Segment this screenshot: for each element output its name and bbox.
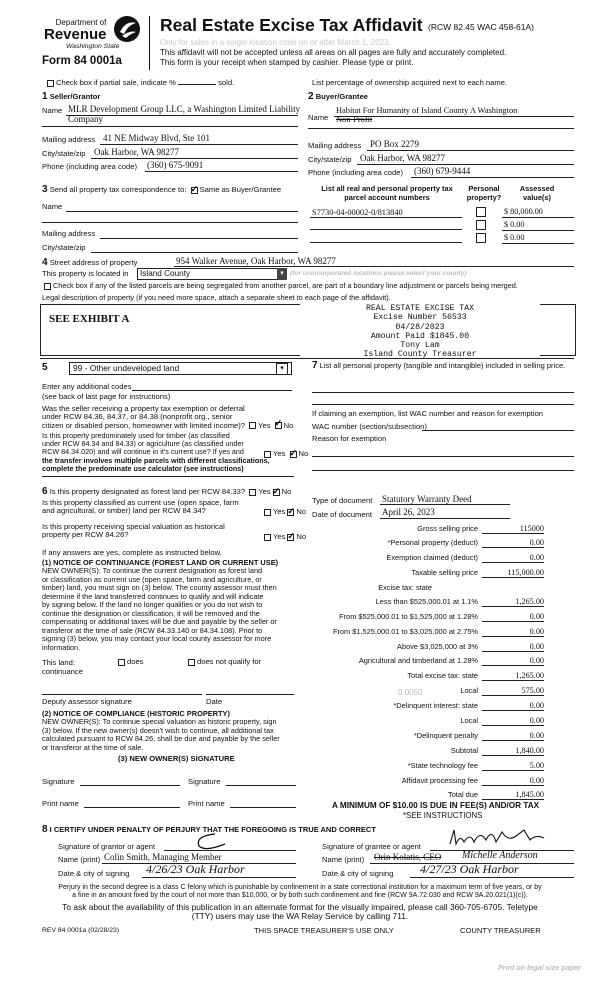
- sec3-city-label: City/state/zip: [42, 243, 86, 252]
- this-land-label: This land:: [42, 658, 75, 667]
- owner-print-label-1: Print name: [42, 799, 79, 808]
- logo-state: Washington State: [66, 43, 120, 50]
- grantor-sig-label: Signature of grantor or agent: [58, 842, 156, 851]
- calc-row: [300, 776, 572, 789]
- treasurer-stamp: [300, 304, 540, 360]
- local-rate: 0.0050: [398, 688, 423, 697]
- calc-value[interactable]: 0.00: [482, 612, 544, 622]
- list-pct-note: List percentage of ownership acquired next to each name.: [312, 78, 508, 87]
- personal-property-checkbox-2[interactable]: [476, 220, 486, 230]
- header-line2: This form is your receipt when stamped by cashier. Please type or print.: [160, 58, 414, 67]
- land-use-select[interactable]: 99 - Other undeveloped land: [69, 362, 292, 375]
- seller-city: Oak Harbor, WA 98277: [94, 147, 179, 157]
- calc-label: Total excise tax: state: [407, 671, 478, 680]
- calc-value[interactable]: 0.00: [482, 716, 544, 726]
- seller-name-line2: Company: [68, 114, 103, 124]
- grantee-signature: [446, 826, 556, 852]
- reason-label: Reason for exemption: [312, 434, 387, 443]
- deputy-sig-label: Deputy assessor signature: [42, 697, 132, 706]
- partial-sale-checkbox[interactable]: [47, 80, 54, 87]
- calc-label: Total due: [448, 790, 478, 799]
- calc-value[interactable]: 0.00: [482, 627, 544, 637]
- calc-row: [300, 553, 572, 566]
- form-rcw: (RCW 82.45 WAC 458-61A): [428, 22, 534, 32]
- calc-row: [300, 583, 572, 596]
- buyer-city-label: City/state/zip: [308, 155, 352, 164]
- exemption-no-checkbox[interactable]: [275, 422, 282, 429]
- minimum-note: A MINIMUM OF $10.00 IS DUE IN FEE(S) AND/OR TAX: [332, 801, 540, 810]
- calc-row: [300, 761, 572, 774]
- buyer-heading: 2 Buyer/Grantee: [308, 91, 369, 102]
- seller-phone: (360) 675-9091: [147, 160, 204, 170]
- personal-property-checkbox-1[interactable]: [476, 207, 486, 217]
- exemption-question: Was the seller receiving a property tax exemption or deferral under RCW 84.36, 84.37, or 84.38 (nonprofit org., senior citizen or disabled person, homeowner with limited income)? Yes ✓ No: [42, 405, 293, 430]
- segregated-row: Check box if any of the listed parcels are being segregated from another parcel, are part of a boundary line adjustment or parcels being merged.: [42, 281, 518, 290]
- calc-value[interactable]: 115000: [482, 524, 544, 534]
- grantor-date-city: 4/26/23 Oak Harbor: [146, 862, 245, 876]
- county-hint: (for unincorporated locations please select your county): [290, 270, 467, 277]
- assessed-value-2: $ 0.00: [504, 220, 525, 229]
- timber-no-checkbox[interactable]: [290, 451, 297, 458]
- logo-revenue: Revenue: [44, 26, 107, 43]
- partial-sale-label: Check box if partial sale, indicate %: [56, 78, 176, 87]
- grantee-sig-label: Signature of grantee or agent: [322, 842, 421, 851]
- county-select[interactable]: Island County: [137, 268, 285, 280]
- calc-row: [300, 701, 572, 714]
- sec6-note: If any answers are yes, complete as instructed below.: [42, 548, 222, 557]
- buyer-mail-label: Mailing address: [308, 141, 362, 150]
- calc-row: [300, 597, 572, 610]
- calc-label: *Delinquent penalty: [413, 731, 478, 740]
- current-use-yesno: Yes✓ No: [262, 507, 306, 516]
- parcel-1: S7730-04-00002-0/813840: [312, 208, 403, 217]
- calc-row: [300, 671, 572, 684]
- assessed-value-3: $ 0.00: [504, 233, 525, 242]
- notice2-heading: (2) NOTICE OF COMPLIANCE (HISTORIC PROPERTY): [42, 709, 230, 718]
- legal-paper-note: Print on legal size paper: [498, 963, 581, 972]
- doc-date: April 26, 2023: [382, 507, 435, 517]
- codes-note: (see back of last page for instructions): [42, 392, 171, 401]
- personal-property-checkbox-3[interactable]: [476, 233, 486, 243]
- grantee-date-label: Date & city of signing: [322, 869, 394, 878]
- faint-note: Only for sales in a single location code on or after March 1, 2023.: [160, 38, 391, 47]
- stamp-line: Amount Paid $1845.00: [370, 331, 470, 341]
- calc-value[interactable]: 0.00: [482, 776, 544, 786]
- calc-row: [300, 686, 572, 699]
- does-option: does: [116, 657, 143, 666]
- calc-row: [300, 642, 572, 655]
- calc-value[interactable]: 0.00: [482, 538, 544, 548]
- buyer-city: Oak Harbor, WA 98277: [360, 153, 445, 163]
- calc-label: Taxable selling price: [411, 568, 478, 577]
- calc-row: [300, 524, 572, 537]
- buyer-phone: (360) 679-9444: [414, 166, 471, 176]
- county-dropdown-icon[interactable]: ▾: [277, 268, 287, 280]
- calc-row: [300, 746, 572, 759]
- sec8-heading: 8 I CERTIFY UNDER PENALTY OF PERJURY THAT THE FOREGOING IS TRUE AND CORRECT: [42, 824, 376, 835]
- grantee-name-struck: Orin Kolatis, CEO: [374, 852, 442, 862]
- timber-question: Is this property predominately used for timber (as classified under RCW 84.34 and 84.33) or agriculture (as classified under RCW 84.34.020) and will continue in it's current use? If yes and the transfer involves multiple parcels with different classifications, complete the predominate use calculator (see instructions): [42, 431, 270, 473]
- codes-label: Enter any additional codes: [42, 382, 132, 391]
- calc-value[interactable]: 1,265.00: [482, 597, 544, 607]
- assessed-value-1: $ 80,000.00: [504, 207, 543, 216]
- doc-type: Statutory Warranty Deed: [382, 494, 472, 504]
- calc-value[interactable]: 1,840.00: [482, 746, 544, 756]
- sec3-name-label: Name: [42, 202, 63, 211]
- timber-yesno: Yes ✓ No: [262, 449, 308, 458]
- calc-value[interactable]: 5.00: [482, 761, 544, 771]
- calc-value[interactable]: 575.00: [482, 686, 544, 696]
- legal-desc-label: Legal description of property (if you need more space, attach a separate sheet to each page of the affidavit).: [42, 293, 391, 302]
- calc-label: Affidavit processing fee: [401, 776, 478, 785]
- timber-yes-checkbox[interactable]: [264, 451, 271, 458]
- partial-sale-row: [45, 78, 234, 87]
- form-title: Real Estate Excise Tax Affidavit: [160, 15, 423, 35]
- located-label: This property is located in: [42, 269, 129, 278]
- calc-row: [300, 656, 572, 669]
- assessed-header: Assessed value(s): [519, 184, 555, 202]
- seller-phone-label: Phone (including area code): [42, 162, 137, 171]
- doc-type-label: Type of document: [312, 496, 373, 505]
- does-not-option: does not qualify for: [186, 657, 261, 666]
- grantee-name-label: Name (print): [322, 855, 365, 864]
- sec3-label: 3 Send all property tax correspondence to: ✓ Same as Buyer/Grantee: [42, 184, 281, 195]
- sec3-mail-label: Mailing address: [42, 229, 96, 238]
- stamp-line: REAL ESTATE EXCISE TAX: [365, 304, 475, 313]
- exhibit-text: SEE EXHIBIT A: [49, 313, 130, 325]
- calc-value[interactable]: 0.00: [482, 731, 544, 741]
- calc-label: Subtotal: [450, 746, 478, 755]
- calc-row: [300, 568, 572, 581]
- buyer-name-line2: Non-Profit: [336, 115, 373, 124]
- calc-label: Excise tax: state: [378, 583, 432, 592]
- calc-value[interactable]: 0.00: [482, 553, 544, 563]
- calc-row: [300, 627, 572, 640]
- stamp-line: Tony Lam: [400, 341, 440, 351]
- forest-yes-checkbox[interactable]: [249, 489, 256, 496]
- calc-label: Less than $525,000.01 at 1.1%: [375, 597, 478, 606]
- historic-no-checkbox[interactable]: [287, 534, 294, 541]
- wac-label: WAC number (section/subsection): [312, 422, 427, 431]
- segregated-checkbox[interactable]: [44, 283, 51, 290]
- form-number: Form 84 0001a: [42, 55, 122, 67]
- calc-label: Above $3,025,000 at 3%: [397, 642, 478, 651]
- sec5-number: 5: [42, 362, 48, 373]
- current-use-yes-checkbox[interactable]: [264, 509, 271, 516]
- historic-yes-checkbox[interactable]: [264, 534, 271, 541]
- calc-value[interactable]: 1,845.00: [482, 790, 544, 800]
- notice1-text: NEW OWNER(S): To continue the current designation as forest land or classification as current use (open space, farm and agriculture, or timber) land, you must sign on (3) below. The county assessor must then determine if the land transferred continues to qualify and will indicate by signing below. If the land no longer qualifies or you do not wish to continue the designation or classification, it will be removed and the compensating or additional taxes will be due and payable by the seller or transferor at the time of sale (RCW 84.33.140 or 84.34.108). Prior to signing (3) below, you may contact your local county assessor for more information.: [42, 566, 277, 652]
- exemption-yes-checkbox[interactable]: [249, 422, 256, 429]
- calc-row: [300, 612, 572, 625]
- parcel-header: List all real and personal property tax parcel account numbers: [321, 184, 453, 202]
- deputy-date-label: Date: [206, 697, 223, 706]
- same-as-buyer-checkbox[interactable]: [191, 187, 198, 194]
- forest-question: 6 Is this property designated as forest land per RCW 84.33? Yes✓ No: [42, 486, 291, 497]
- grantee-date-city: 4/27/23 Oak Harbor: [420, 862, 519, 876]
- grantee-name-handwritten: Michelle Anderson: [462, 850, 538, 861]
- stamp-line: 04/28/2023: [395, 322, 445, 332]
- calc-label: *Delinquent interest: state: [393, 701, 478, 710]
- current-use-question: Is this property classified as current use (open space, farm and agricultural, or timber) land per RCW 84.34?: [42, 498, 239, 516]
- calc-label: From $1,525,000.01 to $3,025,000 at 2.75%: [332, 627, 478, 636]
- calc-value[interactable]: 0.00: [482, 642, 544, 652]
- partial-sold-label: sold.: [218, 78, 235, 87]
- rev-label: REV 84 0001a (02/28/23): [42, 927, 120, 934]
- owner-sig-label-2: Signature: [188, 777, 221, 786]
- seller-name-label: Name: [42, 106, 63, 115]
- historic-question: Is this property receiving special valuation as historical property per RCW 84.26?: [42, 522, 225, 540]
- see-instructions: *SEE INSTRUCTIONS: [403, 811, 483, 820]
- grantor-date-label: Date & city of signing: [58, 869, 130, 878]
- sec7-label: 7 List all personal property (tangible and intangible) included in selling price.: [312, 360, 566, 371]
- calc-row: [300, 716, 572, 729]
- buyer-name-line1: Habitat For Humanity of Island County A Washington: [336, 106, 518, 115]
- seller-heading: 1 Seller/Grantor: [42, 91, 101, 102]
- calc-label: Local: [460, 686, 478, 695]
- notice1-heading: (1) NOTICE OF CONTINUANCE (FOREST LAND OR CURRENT USE): [42, 558, 279, 567]
- calc-row: [300, 538, 572, 551]
- calc-label: *Personal property (deduct): [387, 538, 478, 547]
- county-treasurer: COUNTY TREASURER: [460, 926, 541, 935]
- calc-row: [300, 731, 572, 744]
- buyer-mail: PO Box 2279: [370, 139, 420, 149]
- stamp-line: Island County Treasurer: [363, 350, 477, 360]
- current-use-no-checkbox[interactable]: [287, 509, 294, 516]
- seller-city-label: City/state/zip: [42, 149, 86, 158]
- treasurer-only: THIS SPACE TREASURER'S USE ONLY: [254, 926, 394, 935]
- seller-mail-label: Mailing address: [42, 135, 96, 144]
- sec4-street-label: 4 Street address of property: [42, 257, 138, 268]
- calc-label: From $525,000.01 to $1,525,000 at 1.28%: [339, 612, 478, 621]
- exempt-label: If claiming an exemption, list WAC number and reason for exemption: [312, 409, 544, 418]
- calc-label: Exemption claimed (deduct): [386, 553, 478, 562]
- owner-sig-label-1: Signature: [42, 777, 75, 786]
- dor-swirl-icon: [112, 14, 142, 44]
- header-divider: [149, 16, 150, 70]
- notice3-heading: (3) NEW OWNER(S) SIGNATURE: [118, 754, 235, 763]
- grantor-signature: [185, 830, 255, 852]
- calc-value[interactable]: 0.00: [482, 656, 544, 666]
- owner-print-label-2: Print name: [188, 799, 225, 808]
- notice2-text: NEW OWNER(S): To continue special valuation as historic property, sign (3) below. If the new owner(s) doesn't wish to continue, all additional tax calculated pursuant to RCW 84.26, shall be due and payable by the seller or transferor at the time of sale.: [42, 717, 280, 752]
- calc-value[interactable]: 0.00: [482, 701, 544, 711]
- grantor-name-label: Name (print): [58, 855, 101, 864]
- partial-pct-field[interactable]: [178, 84, 216, 85]
- buyer-name-label: Name: [308, 113, 329, 122]
- dor-logo: [40, 18, 140, 50]
- personal-header: Personal property?: [466, 184, 502, 202]
- calc-label: *State technology fee: [407, 761, 478, 770]
- calc-label: Local: [460, 716, 478, 725]
- grantor-name: Colin Smith, Managing Member: [104, 852, 222, 862]
- header-line1: This affidavit will not be accepted unless all areas on all pages are fully and accurately completed.: [160, 48, 507, 57]
- buyer-phone-label: Phone (including area code): [308, 168, 403, 177]
- calc-label: Agricultural and timberland at 1.28%: [358, 656, 478, 665]
- logo-dept: Department of: [55, 18, 107, 27]
- seller-mail: 41 NE Midway Blvd, Ste 101: [103, 133, 210, 143]
- stamp-line: Excise Number 56533: [373, 313, 467, 323]
- accessibility-notice: To ask about the availability of this publication in an alternate format for the visually impaired, please call 360-705-6705. Teletype (TTY) users may use the WA Relay Service by calling 711.: [62, 902, 538, 921]
- continuance-label: continuance: [42, 667, 83, 676]
- does-qualify-checkbox[interactable]: [118, 659, 125, 666]
- perjury-notice: Perjury in the second degree is a class C felony which is punishable by confinement in a state correctional institution for a maximum term of five years, or by a fine in an amount fixed by the court of not more than $10,000, or by both such confinement and fine (RCW 9A.72.030 and RCW 9A.20.021(1)(c)).: [58, 884, 542, 900]
- historic-yesno: Yes✓ No: [262, 532, 306, 541]
- calc-value[interactable]: 1,265.00: [482, 671, 544, 681]
- doc-date-label: Date of document: [312, 510, 372, 519]
- calc-label: Gross selling price: [417, 524, 478, 533]
- land-use-dropdown-icon[interactable]: ▾: [276, 363, 288, 375]
- property-street: 954 Walker Avenue, Oak Harbor, WA 98277: [176, 256, 336, 266]
- does-not-qualify-checkbox[interactable]: [188, 659, 195, 666]
- forest-no-checkbox[interactable]: [273, 489, 280, 496]
- calc-value[interactable]: 115,000.00: [482, 568, 544, 578]
- seller-name-line1: MLR Development Group LLC, a Washington Limited Liability: [68, 104, 301, 114]
